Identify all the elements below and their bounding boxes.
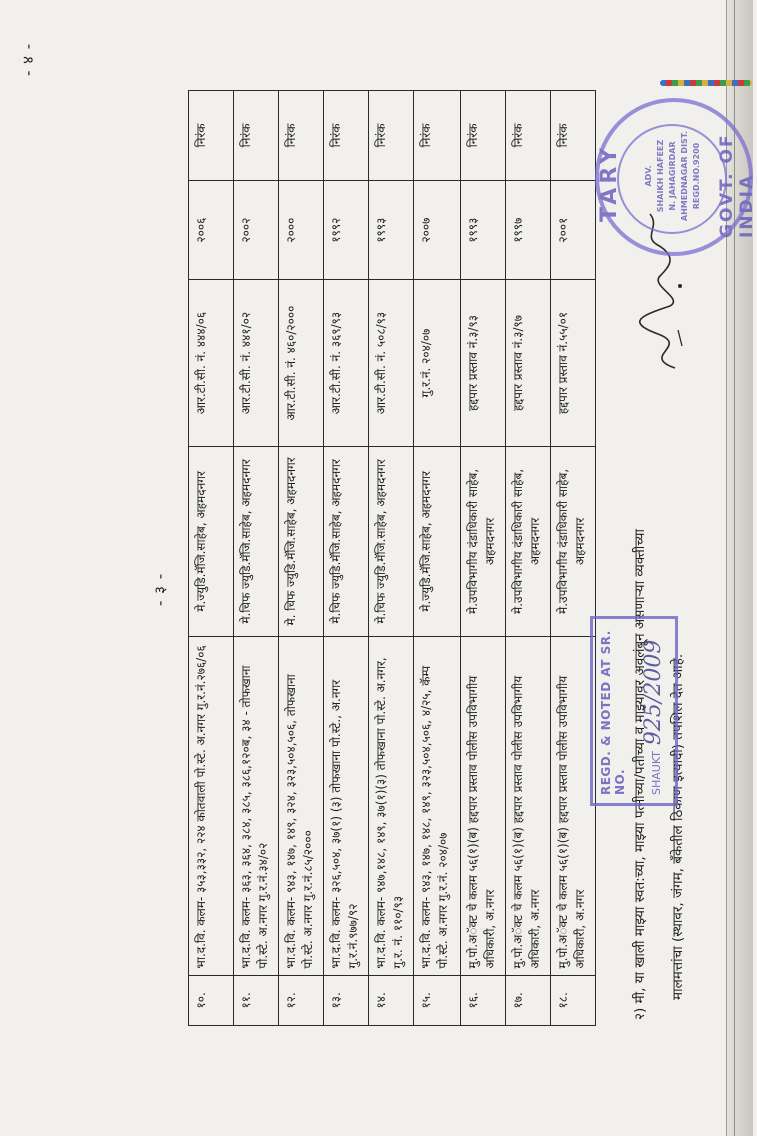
serial-number: १२. bbox=[279, 975, 324, 1025]
notary-line: N. JAHAGIRDAR bbox=[668, 141, 677, 211]
case-details: मु.पो.अॅक्ट चे कलम ५६(१)(ब) हद्दपार प्रस्ताव पोलीस उपविभागीय अधिकारी, अ.नगर bbox=[506, 637, 551, 975]
case-number: आर.टी.सी. नं. ३६९/९३ bbox=[324, 280, 369, 446]
case-year: १९९३ bbox=[369, 180, 414, 280]
serial-number: १७. bbox=[506, 975, 551, 1025]
assets-declaration-line-2: मालमत्तांचा (स्थावर, जंगम, बँकेतील ठिकाण इत्यादी) तपशिल देत आहे. bbox=[670, 653, 686, 1000]
table-row bbox=[324, 91, 369, 1026]
table-row bbox=[189, 91, 234, 1026]
case-year: २००१ bbox=[551, 180, 596, 280]
registration-prefix: SHAUKT bbox=[650, 751, 663, 795]
case-details: मु.पो.अॅक्ट चे कलम ५६(१)(ब) हद्दपार प्रस्ताव पोलीस उपविभागीय अधिकारी, अ.नगर bbox=[551, 637, 596, 975]
case-result: निरंक bbox=[461, 91, 506, 181]
case-result: निरंक bbox=[506, 91, 551, 181]
case-details: भा.द.वि. कलम- ९४७,१४८, १४९, ३७(१)(३) तोफखाना पो.स्टे. अ.नगर, गु.र. नं. ११०/९३ bbox=[369, 637, 414, 975]
page-number: - ४ - bbox=[19, 42, 37, 76]
case-year: १९९३ bbox=[461, 180, 506, 280]
case-number: हद्दपार प्रस्ताव नं.३/९७ bbox=[506, 280, 551, 446]
case-year: २००६ bbox=[189, 180, 234, 280]
notary-line: SHAIKH HAFEEZ bbox=[656, 139, 665, 213]
registration-serial: 925/2009 bbox=[641, 639, 666, 746]
notary-line: ADV. bbox=[644, 165, 653, 187]
case-result: निरंक bbox=[189, 91, 234, 181]
serial-number: १५. bbox=[414, 975, 461, 1025]
court-name: मे.उपविभागीय दंडाधिकारी साहेब, अहमदनगर bbox=[506, 446, 551, 637]
binding-thread bbox=[660, 80, 752, 86]
case-details: भा.द.वि. कलम- ९४३, १४७, १४८, १४९, ३२३,५०४,५०६, ४/२५, कॅम्प पो.स्टे. अ.नगर गु.र.नं. २०४/०७ bbox=[414, 637, 461, 975]
case-number: आर.टी.सी. नं. ५०८/९३ bbox=[369, 280, 414, 446]
case-details: भा.द.वि. कलम- ९४३, १४७, १४९, ३२४, ३२३,५०४,५०६, तोफखाना पो.स्टे. अ.नगर गु.र.नं.८५/२००० bbox=[279, 637, 324, 975]
case-year: १९९७ bbox=[506, 180, 551, 280]
notary-line: AHMEDNAGAR DIST. bbox=[680, 130, 689, 222]
case-result: निरंक bbox=[279, 91, 324, 181]
notary-seal-center bbox=[643, 126, 703, 226]
court-name: मे.उपविभागीय दंडाधिकारी साहेब, अहमदनगर bbox=[551, 446, 596, 637]
case-result: निरंक bbox=[551, 91, 596, 181]
court-name: मे.उपविभागीय दंडाधिकारी साहेब, अहमदनगर bbox=[461, 446, 506, 637]
table-row bbox=[369, 91, 414, 1026]
case-year: २००२ bbox=[234, 180, 279, 280]
case-result: निरंक bbox=[414, 91, 461, 181]
case-number: आर.टी.सी. नं. ४४४/०६ bbox=[189, 280, 234, 446]
case-number: हद्दपार प्रस्ताव नं.५५/०१ bbox=[551, 280, 596, 446]
serial-number: १८. bbox=[551, 975, 596, 1025]
serial-number: १०. bbox=[189, 975, 234, 1025]
court-name: मे.ज्युडि.मॅजि.साहेब, अहमदनगर bbox=[414, 446, 461, 637]
table-row bbox=[279, 91, 324, 1026]
serial-number: १३. bbox=[324, 975, 369, 1025]
case-details: भा.द.वि. कलम- ३६३, ३६४, ३८४, ३८५, ३८६,१२०ब, ३४ - तोफखाना पो.स्टे. अ.नगर गु.र.नं.३४/०२ bbox=[234, 637, 279, 975]
case-result: निरंक bbox=[369, 91, 414, 181]
case-details: मु.पो.अॅक्ट चे कलम ५६(१)(ब) हद्दपार प्रस्ताव पोलीस उपविभागीय अधिकारी, अ.नगर bbox=[461, 637, 506, 975]
notary-line: REGD.NO.9200 bbox=[692, 142, 701, 210]
notary-seal-bottom-text: GOVT. OF INDIA bbox=[717, 133, 757, 238]
serial-number: ११. bbox=[234, 975, 279, 1025]
court-name: मे.चिफ ज्युडि.मॅजि.साहेब, अहमदनगर bbox=[369, 446, 414, 637]
case-year: २००७ bbox=[414, 180, 461, 280]
table-row bbox=[414, 91, 461, 1026]
court-name: मे.चिफ ज्युडि.मॅजि.साहेब, अहमदनगर bbox=[324, 446, 369, 637]
case-number: हद्दपार प्रस्ताव नं.३/९३ bbox=[461, 280, 506, 446]
case-number: आर.टी.सी. नं. ४६०/२००० bbox=[279, 280, 324, 446]
case-year: २००० bbox=[279, 180, 324, 280]
table-row bbox=[506, 91, 551, 1026]
table-row bbox=[234, 91, 279, 1026]
table-row bbox=[461, 91, 506, 1026]
registration-number bbox=[641, 627, 666, 795]
case-result: निरंक bbox=[234, 91, 279, 181]
case-number: आर.टी.सी. नं. ४४१/०२ bbox=[234, 280, 279, 446]
case-details: भा.द.वि. कलम- ३२६,५०४, ३७(१) (३) तोफखाना पो.स्टे., अ.नगर गु.र.नं.९७७/९२ bbox=[324, 637, 369, 975]
court-name: मे.ज्युडि.मॅजि.साहेब, अहमदनगर bbox=[189, 446, 234, 637]
page-number-center: - ३ - bbox=[151, 572, 169, 606]
registration-stamp-title: REGD. & NOTED AT SR. NO. bbox=[599, 630, 627, 795]
registration-stamp bbox=[590, 616, 678, 806]
case-records-table bbox=[188, 90, 596, 1026]
case-number: गु.र.नं. २०४/०७ bbox=[414, 280, 461, 446]
notary-seal bbox=[595, 98, 757, 256]
case-result: निरंक bbox=[324, 91, 369, 181]
court-name: मे. चिफ ज्युडि.मॅजि.साहेब, अहमदनगर bbox=[279, 446, 324, 637]
case-year: १९९२ bbox=[324, 180, 369, 280]
court-name: मे.चिफ ज्युडि.मॅजि.साहेब, अहमदनगर bbox=[234, 446, 279, 637]
notary-seal-top-text: TARY bbox=[597, 144, 622, 222]
serial-number: १४. bbox=[369, 975, 414, 1025]
case-details: भा.द.वि. कलम- ३५३,३३२, २२४ कोतवाली पो.स्टे. अ.नगर गु.र.नं.२७६/०६ bbox=[189, 637, 234, 975]
serial-number: १६. bbox=[461, 975, 506, 1025]
table-row bbox=[551, 91, 596, 1026]
assets-declaration-line-1: २) मी, या खाली माझ्या स्वत:च्या, माझ्या पत्नीच्या/पतीच्या व माझ्यावर अवलंबून असणाऱ्या व्यक्तीच्या bbox=[632, 529, 648, 1020]
